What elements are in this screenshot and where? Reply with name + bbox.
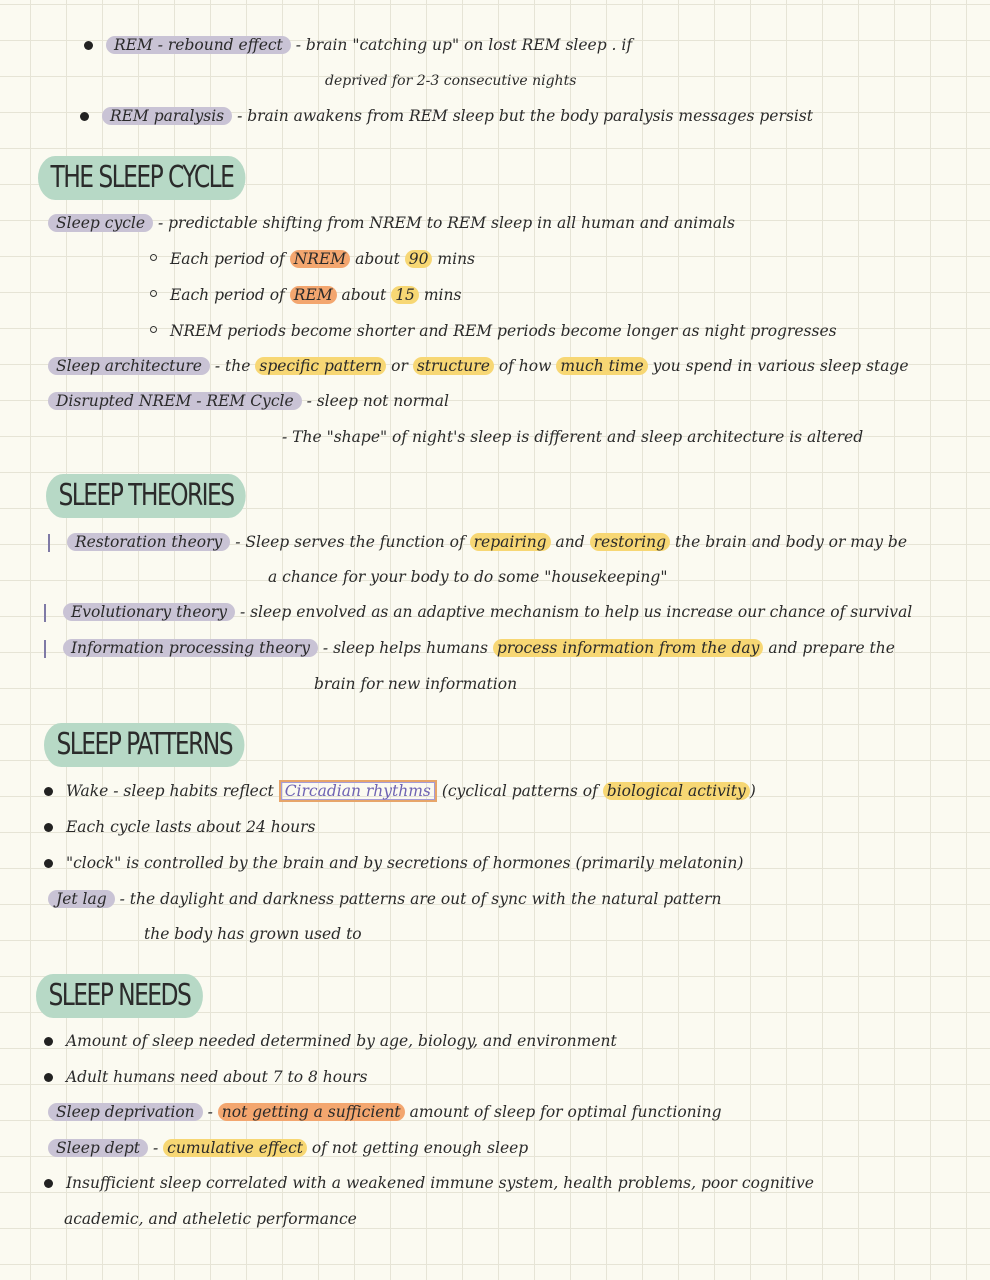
bullet-icon (44, 859, 53, 868)
highlight-repairing: repairing (470, 533, 551, 551)
sub-rem-period (150, 284, 461, 306)
text: and (555, 533, 585, 551)
term-sleep-cycle: Sleep cycle (48, 214, 153, 232)
text: Each period of (169, 250, 285, 268)
needs-bullet-1 (44, 1030, 617, 1052)
term-evolutionary-theory: Evolutionary theory (63, 603, 235, 621)
highlight-much-time: much time (556, 357, 647, 375)
bullet-icon (44, 1073, 53, 1082)
text: the brain and body or may be (674, 533, 908, 551)
sleep-cycle-line (48, 212, 735, 234)
text: - Sleep serves the function of (235, 533, 465, 551)
highlight-15: 15 (391, 286, 419, 304)
needs-bullet-3 (44, 1172, 814, 1194)
sleep-architecture-line (48, 355, 909, 377)
needs-bullet-2 (44, 1066, 367, 1088)
sleep-debt-line (48, 1137, 528, 1159)
rem-paralysis-line (80, 105, 813, 127)
highlight-specific-pattern: specific pattern (255, 357, 386, 375)
term-sleep-debt: Sleep dept (48, 1139, 148, 1157)
sub-bullet-icon (150, 326, 157, 333)
information-theory-line (44, 637, 895, 659)
highlight-nrem: NREM (290, 250, 350, 268)
text: - (152, 1139, 159, 1157)
disrupted-cycle-line (48, 390, 449, 412)
jet-lag-cont: the body has grown used to (144, 925, 362, 943)
patterns-bullet-3 (44, 852, 743, 874)
rem-rebound-cont: deprived for 2-3 consecutive nights (325, 73, 577, 89)
term-sleep-deprivation: Sleep deprivation (48, 1103, 203, 1121)
highlight-90: 90 (405, 250, 433, 268)
text: NREM periods become shorter and REM periods become longer as night progresses (169, 322, 837, 340)
evolutionary-theory-line (44, 601, 912, 623)
text: Each period of (169, 286, 285, 304)
definition: - predictable shifting from NREM to REM sleep in all human and animals (157, 214, 735, 232)
text: about (341, 286, 387, 304)
boxed-circadian-rhythms: Circadian rhythms (279, 780, 437, 802)
text: Amount of sleep needed determined by age, biology, and environment (65, 1032, 617, 1050)
highlight-process-information: process information from the day (493, 639, 763, 657)
text: Wake - sleep habits reflect (65, 782, 274, 800)
text: and prepare the (768, 639, 895, 657)
term-rem-rebound: REM - rebound effect (106, 36, 291, 54)
bar-marker-icon (44, 604, 46, 622)
text: "clock" is controlled by the brain and by secretions of hormones (primarily melatonin) (65, 854, 744, 872)
definition: - sleep envolved as an adaptive mechanism to help us increase our chance of survival (239, 603, 913, 621)
text: or (391, 357, 408, 375)
text: of not getting enough sleep (311, 1139, 529, 1157)
highlight-not-sufficient: not getting a sufficient (218, 1103, 405, 1121)
bar-marker-icon (48, 534, 50, 552)
text: (cyclical patterns of (441, 782, 598, 800)
bullet-icon (44, 787, 53, 796)
sleep-deprivation-line (48, 1101, 722, 1123)
text: about (355, 250, 400, 268)
highlight-structure: structure (413, 357, 494, 375)
text: mins (437, 250, 476, 268)
text: Each cycle lasts about 24 hours (65, 818, 316, 836)
sub-periods-change (150, 320, 837, 342)
sub-nrem-period (150, 248, 475, 270)
text: - (207, 1103, 213, 1121)
bullet-icon (80, 112, 89, 121)
term-restoration-theory: Restoration theory (67, 533, 230, 551)
text: Insufficient sleep correlated with a weakened immune system, health problems, poor cognitive (65, 1174, 814, 1192)
bullet-icon (44, 1037, 53, 1046)
term-sleep-architecture: Sleep architecture (48, 357, 210, 375)
heading-sleep-needs: SLEEP NEEDS (36, 974, 203, 1018)
rem-rebound-line (84, 34, 632, 56)
definition: - the daylight and darkness patterns are out of sync with the natural pattern (119, 890, 722, 908)
term-disrupted-cycle: Disrupted NREM - REM Cycle (48, 392, 302, 410)
heading-sleep-theories: SLEEP THEORIES (46, 474, 246, 518)
sub-bullet-icon (150, 254, 157, 261)
text: - sleep helps humans (322, 639, 488, 657)
bar-marker-icon (44, 640, 46, 658)
text: - the (214, 357, 251, 375)
highlight-biological-activity: biological activity (603, 782, 750, 800)
bullet-icon (84, 41, 93, 50)
patterns-bullet-2 (44, 816, 315, 838)
text: of how (498, 357, 552, 375)
restoration-theory-cont: a chance for your body to do some "housekeeping" (268, 568, 668, 586)
information-theory-cont: brain for new information (314, 675, 518, 693)
term-rem-paralysis: REM paralysis (102, 107, 232, 125)
definition: - sleep not normal (306, 392, 449, 410)
bullet-icon (44, 823, 53, 832)
needs-bullet-3-cont: academic, and atheletic performance (64, 1210, 357, 1228)
bullet-icon (44, 1179, 53, 1188)
highlight-restoring: restoring (590, 533, 670, 551)
term-jet-lag: Jet lag (48, 890, 115, 908)
restoration-theory-line (48, 531, 907, 553)
text: amount of sleep for optimal functioning (409, 1103, 722, 1121)
sub-bullet-icon (150, 290, 157, 297)
definition: - brain "catching up" on lost REM sleep . if (295, 36, 633, 54)
highlight-rem: REM (290, 286, 337, 304)
patterns-bullet-1 (44, 780, 756, 802)
disrupted-cycle-sub: - The "shape" of night's sleep is different and sleep architecture is altered (282, 428, 864, 446)
text: mins (423, 286, 462, 304)
heading-sleep-patterns: SLEEP PATTERNS (44, 723, 245, 767)
text: you spend in various sleep stage (652, 357, 909, 375)
text: Adult humans need about 7 to 8 hours (65, 1068, 368, 1086)
term-information-theory: Information processing theory (63, 639, 318, 657)
text: ) (749, 782, 756, 800)
definition: - brain awakens from REM sleep but the body paralysis messages persist (237, 107, 813, 125)
heading-sleep-cycle: THE SLEEP CYCLE (38, 156, 246, 200)
jet-lag-line (48, 888, 721, 910)
highlight-cumulative-effect: cumulative effect (163, 1139, 307, 1157)
